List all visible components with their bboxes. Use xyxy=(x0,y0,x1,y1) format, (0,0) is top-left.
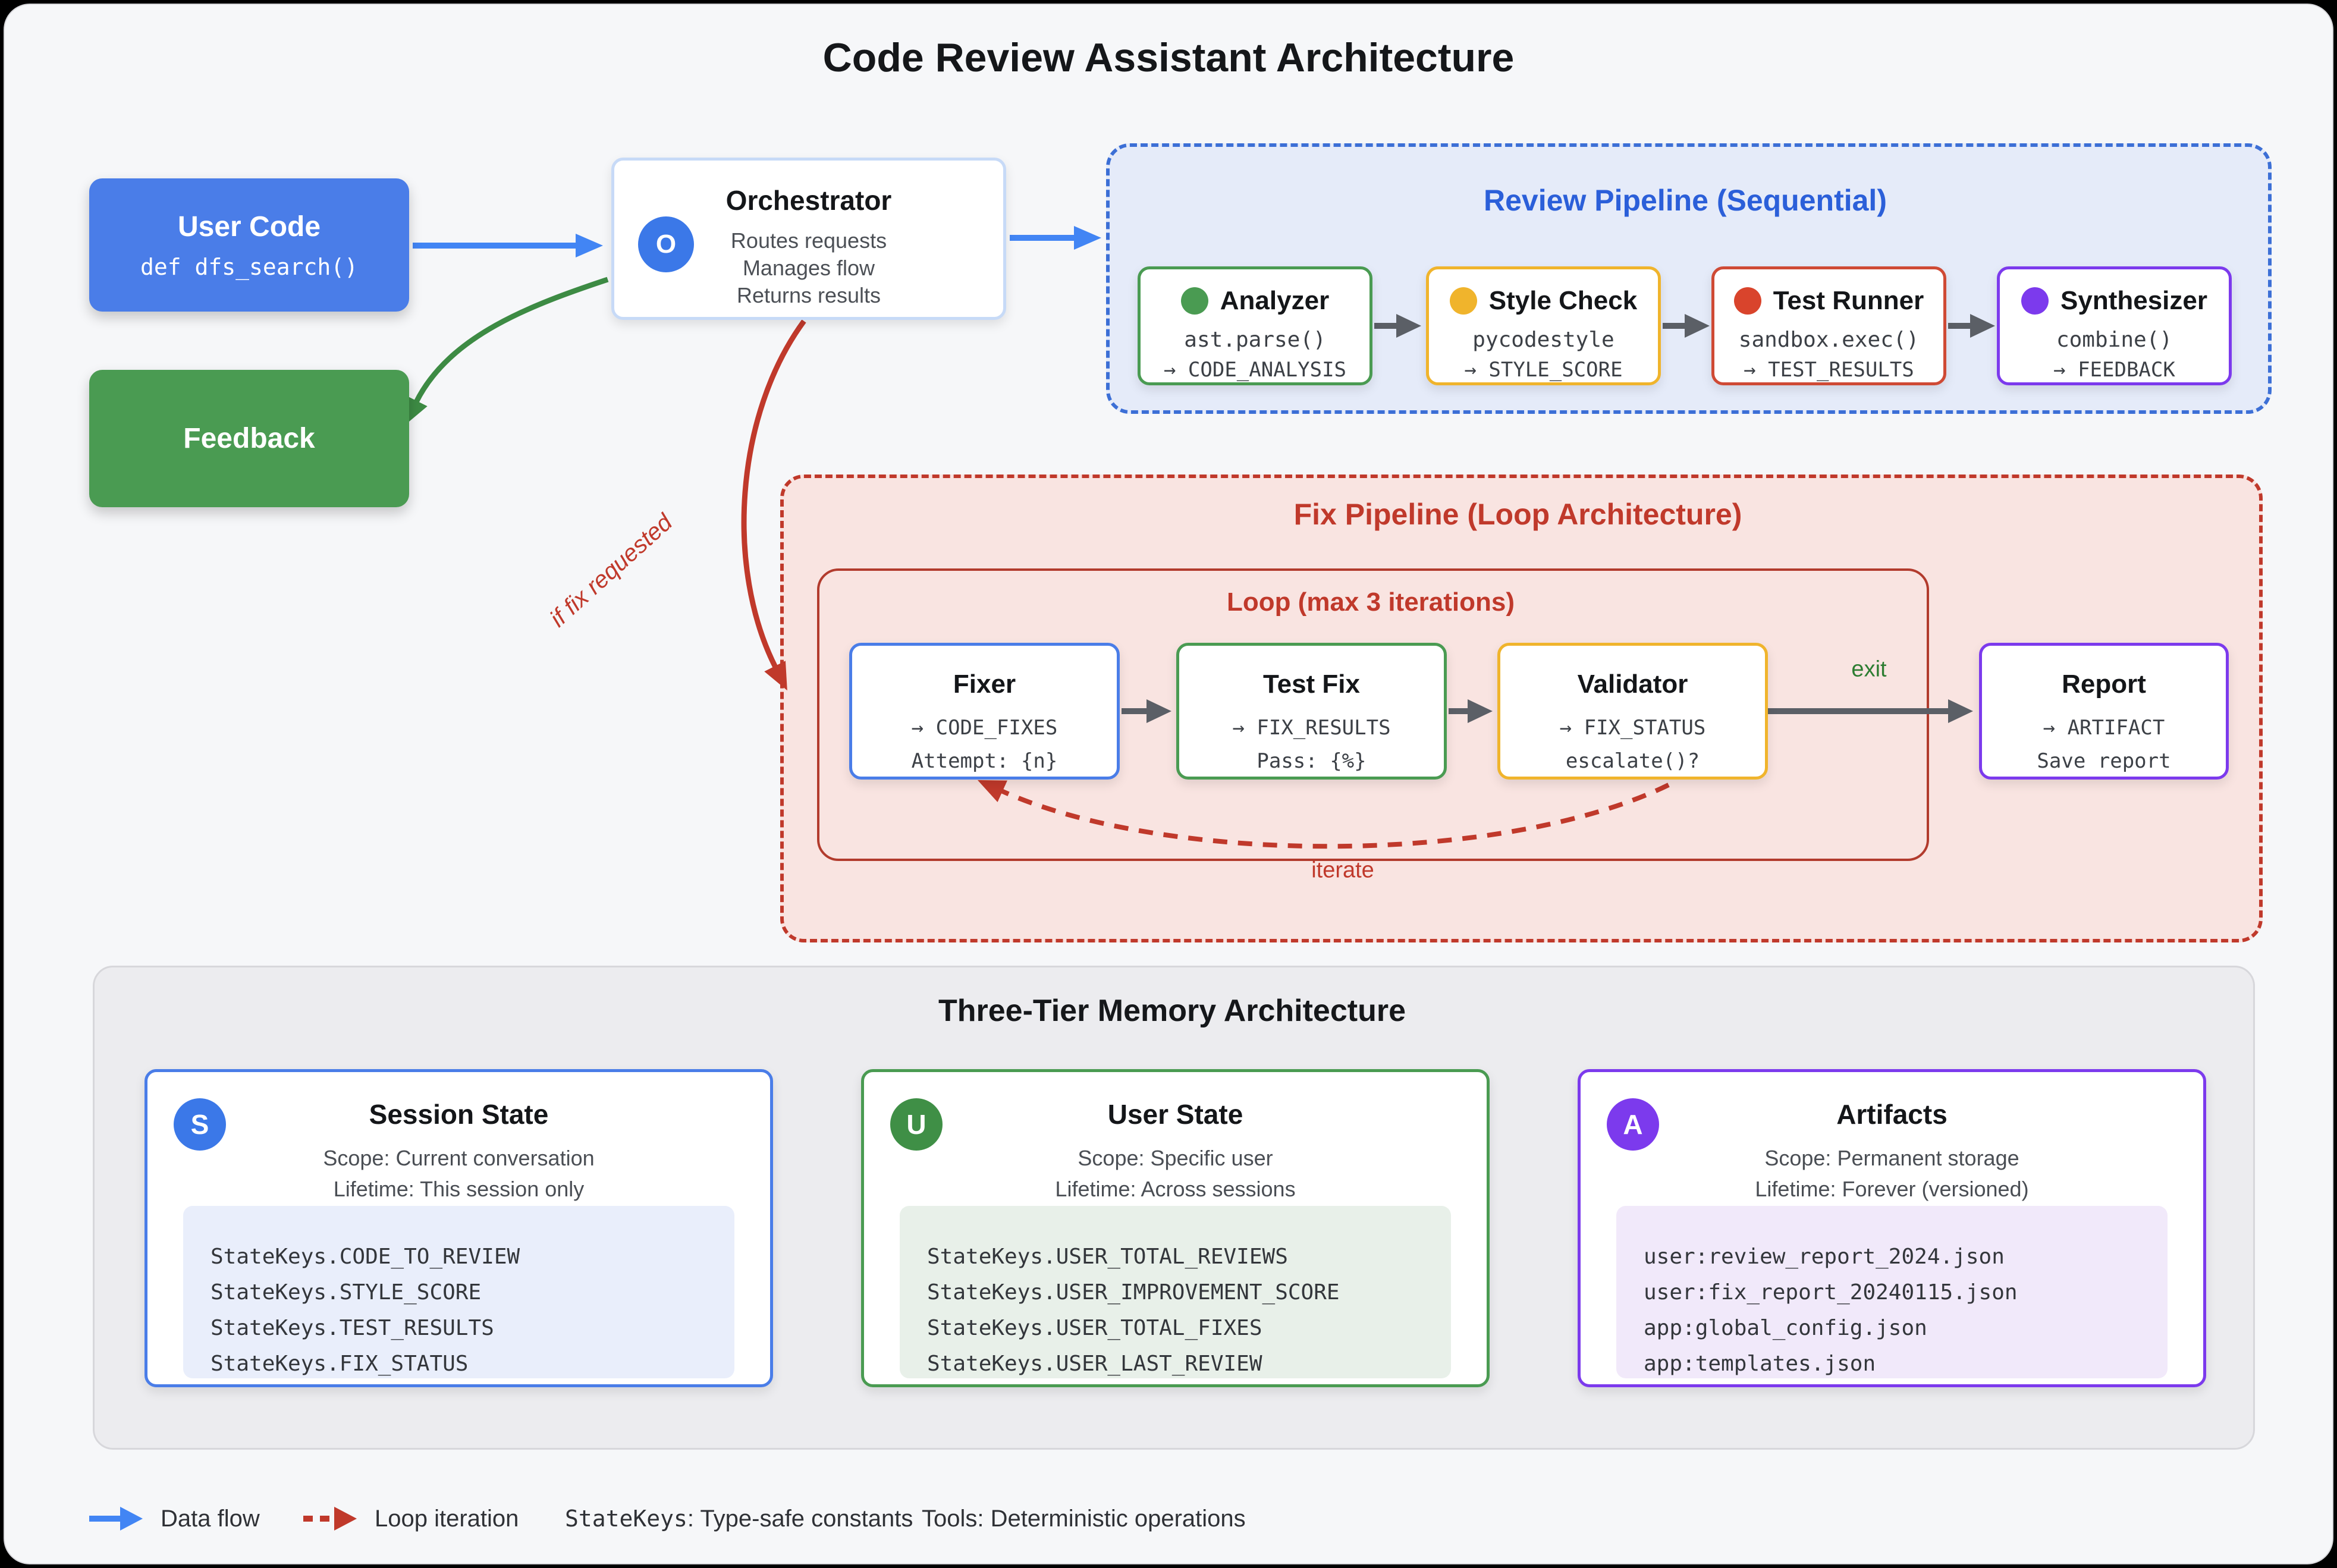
orchestrator-line-3: Returns results xyxy=(736,283,881,307)
statekeys-legend-rest: : Type-safe constants xyxy=(687,1506,913,1532)
validator-title: Validator xyxy=(1577,670,1688,699)
synthesizer-tool: combine() xyxy=(2056,328,2173,352)
analyzer-output: → CODE_ANALYSIS xyxy=(1163,358,1347,382)
arrow-iterate xyxy=(1001,785,1669,846)
style-check-dot-icon xyxy=(1450,287,1477,315)
orchestrator-badge xyxy=(638,216,694,272)
fixer-title: Fixer xyxy=(953,670,1016,699)
artifact-file: user:fix_report_20240115.json xyxy=(1644,1280,2018,1305)
review-pipeline-title: Review Pipeline (Sequential) xyxy=(1484,184,1887,217)
analyzer-tool: ast.parse() xyxy=(1184,328,1326,352)
session-state-scope: Scope: Current conversation xyxy=(323,1146,595,1170)
fixer-line-1: → CODE_FIXES xyxy=(911,716,1058,740)
user-code-title: User Code xyxy=(177,210,321,243)
analyzer-dot-icon xyxy=(1181,287,1208,315)
test-runner-node xyxy=(1711,266,1946,385)
validator-line-1: → FIX_STATUS xyxy=(1559,716,1706,740)
fix-pipeline-title: Fix Pipeline (Loop Architecture) xyxy=(1293,498,1742,531)
orchestrator-line-2: Manages flow xyxy=(742,256,875,280)
orchestrator-node xyxy=(611,158,1006,320)
artifact-file: app:global_config.json xyxy=(1644,1316,1927,1340)
orchestrator-line-1: Routes requests xyxy=(730,228,887,253)
iterate-label: iterate xyxy=(1311,857,1374,883)
user-state-keys-panel xyxy=(900,1206,1451,1378)
session-state-keys-panel xyxy=(183,1206,734,1378)
memory-title: Three-Tier Memory Architecture xyxy=(938,994,1406,1028)
test-fix-node xyxy=(1176,643,1447,780)
style-check-title: Style Check xyxy=(1488,286,1638,315)
data-flow-arrow-icon xyxy=(88,1504,145,1533)
user-code-snippet: def dfs_search() xyxy=(140,253,359,280)
report-line-2: Save report xyxy=(2037,749,2171,773)
statekeys-legend xyxy=(565,1506,913,1532)
loop-iteration-label: Loop iteration xyxy=(375,1506,519,1532)
style-check-node xyxy=(1426,266,1661,385)
page-title: Code Review Assistant Architecture xyxy=(822,35,1515,80)
artifacts-lifetime: Lifetime: Forever (versioned) xyxy=(1755,1177,2029,1201)
validator-line-2: escalate()? xyxy=(1565,749,1700,773)
test-fix-line-2: Pass: {%} xyxy=(1257,749,1367,773)
session-state-badge: S xyxy=(174,1098,226,1151)
user-state-lifetime: Lifetime: Across sessions xyxy=(1055,1177,1296,1201)
arrow-orchestrator-feedback xyxy=(416,279,608,402)
loop-iteration-arrow-icon xyxy=(302,1504,359,1533)
fixer-node xyxy=(849,643,1120,780)
state-key: StateKeys.USER_TOTAL_REVIEWS xyxy=(927,1245,1288,1269)
synthesizer-node xyxy=(1997,266,2232,385)
state-key: StateKeys.TEST_RESULTS xyxy=(211,1316,494,1340)
user-state-scope: Scope: Specific user xyxy=(1078,1146,1273,1170)
artifact-file: app:templates.json xyxy=(1644,1352,1876,1376)
synthesizer-output: → FEEDBACK xyxy=(2053,358,2175,382)
diagram-canvas xyxy=(4,4,2333,1564)
state-key: StateKeys.USER_TOTAL_FIXES xyxy=(927,1316,1262,1340)
artifacts-scope: Scope: Permanent storage xyxy=(1764,1146,2019,1170)
data-flow-label: Data flow xyxy=(161,1506,260,1532)
style-check-output: → STYLE_SCORE xyxy=(1464,358,1623,382)
artifacts-badge: A xyxy=(1607,1098,1659,1151)
analyzer-node xyxy=(1138,266,1372,385)
statekeys-legend-mono: StateKeys xyxy=(565,1506,687,1532)
tools-legend: Tools: Deterministic operations xyxy=(922,1506,1246,1532)
test-fix-title: Test Fix xyxy=(1262,670,1360,699)
artifacts-files-panel xyxy=(1616,1206,2168,1378)
arrow-if-fix-requested xyxy=(744,321,804,667)
user-code-box xyxy=(89,178,409,312)
feedback-box xyxy=(89,370,409,507)
report-node xyxy=(1979,643,2229,780)
artifacts-card xyxy=(1578,1069,2206,1387)
report-title: Report xyxy=(2062,670,2146,699)
feedback-title: Feedback xyxy=(183,423,315,454)
validator-node xyxy=(1497,643,1768,780)
loop-label: Loop (max 3 iterations) xyxy=(1226,587,1515,617)
test-runner-dot-icon xyxy=(1734,287,1761,315)
state-key: StateKeys.FIX_STATUS xyxy=(211,1352,469,1376)
orchestrator-title: Orchestrator xyxy=(725,185,892,216)
state-key: StateKeys.STYLE_SCORE xyxy=(211,1280,482,1305)
exit-label: exit xyxy=(1851,656,1887,682)
orchestrator-badge-letter: O xyxy=(655,230,677,259)
test-runner-output: → TEST_RESULTS xyxy=(1744,358,1914,382)
user-state-title: User State xyxy=(1107,1099,1243,1130)
session-state-card xyxy=(145,1069,773,1387)
synthesizer-title: Synthesizer xyxy=(2060,286,2207,315)
session-state-lifetime: Lifetime: This session only xyxy=(333,1177,585,1201)
synthesizer-dot-icon xyxy=(2021,287,2049,315)
artifacts-title: Artifacts xyxy=(1836,1099,1947,1130)
artifact-file: user:review_report_2024.json xyxy=(1644,1245,2005,1269)
test-fix-line-1: → FIX_RESULTS xyxy=(1232,716,1391,740)
analyzer-title: Analyzer xyxy=(1220,286,1330,315)
if-fix-requested-label: if fix requested xyxy=(545,509,678,633)
test-runner-title: Test Runner xyxy=(1773,286,1924,315)
user-state-card xyxy=(861,1069,1490,1387)
style-check-tool: pycodestyle xyxy=(1472,328,1614,352)
state-key: StateKeys.CODE_TO_REVIEW xyxy=(211,1245,520,1269)
user-state-badge: U xyxy=(890,1098,943,1151)
session-state-title: Session State xyxy=(369,1099,549,1130)
report-line-1: → ARTIFACT xyxy=(2043,716,2165,740)
test-runner-tool: sandbox.exec() xyxy=(1738,328,1920,352)
state-key: StateKeys.USER_IMPROVEMENT_SCORE xyxy=(927,1280,1340,1305)
state-key: StateKeys.USER_LAST_REVIEW xyxy=(927,1352,1262,1376)
fixer-line-2: Attempt: {n} xyxy=(911,749,1058,773)
